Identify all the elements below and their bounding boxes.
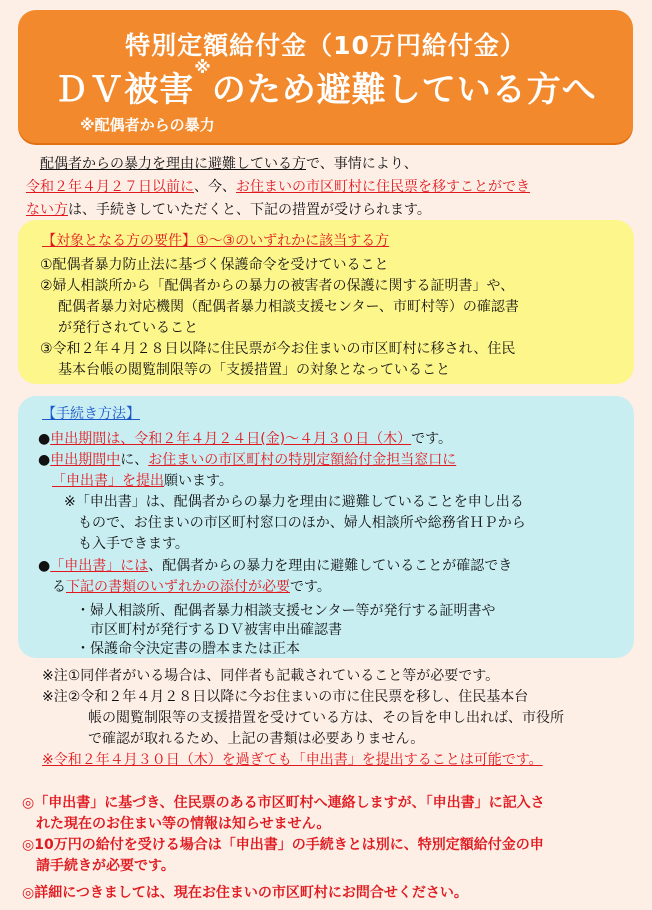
note-line: ※注②令和２年４月２８日以降に今お住まいの市に住民票を移し、住民基本台 — [42, 689, 529, 705]
document-item: ・保護命令決定書の謄本または正本 — [76, 641, 300, 657]
procedure-note: ※「申出書」は、配偶者からの暴力を理由に避難していることを申し出る — [64, 494, 524, 510]
header-banner — [18, 10, 633, 143]
intro-l3b: は、手続きしていただくと、下記の措置が受けられます。 — [68, 202, 431, 218]
intro-cannot: ない方 — [26, 202, 68, 218]
requirement-item: ②婦人相談所から「配偶者からの暴力の被害者の保護に関する証明書」や、 — [40, 278, 515, 294]
procedure-box — [18, 396, 634, 658]
document-item: 市区町村が発行するＤＶ被害申出確認書 — [90, 622, 342, 638]
procedure-note: も入手できます。 — [78, 536, 189, 552]
intro-l1b: で、事情により、 — [306, 156, 418, 172]
notice-line: ◎10万円の給付を受ける場合は「申出書」の手続きとは別に、特別定額給付金の申 — [22, 837, 544, 853]
bullet: ● — [38, 431, 51, 447]
requirement-item: 配偶者暴力対応機関（配偶者暴力相談支援センター、市町村等）の確認書 — [58, 299, 519, 315]
intro-line-2 — [26, 176, 640, 199]
notice-line: 請手続きが必要です。 — [36, 858, 175, 874]
procedure-note: もので、お住まいの市区町村窓口のほか、婦人相談所や総務省ＨＰから — [78, 515, 526, 531]
intro-cannot-move: お住まいの市区町村に住民票を移すことができ — [236, 179, 530, 195]
requirements-box — [18, 220, 634, 384]
bullet: ● — [38, 558, 51, 574]
requirements-title: 【対象となる方の要件】①～③のいずれかに該当する方 — [42, 233, 390, 249]
header-subtitle: 特別定額給付金（10万円給付金） — [125, 31, 526, 60]
submit-window: お住まいの市区町村の特別定額給付金担当窓口に — [148, 452, 457, 468]
header-note: ※配偶者からの暴力 — [80, 116, 215, 134]
procedure-submit-2 — [52, 471, 233, 492]
p3e: です。 — [290, 579, 331, 595]
procedure-attach — [38, 556, 512, 577]
intro-line-3 — [26, 199, 640, 222]
intro-l2b: 、今、 — [194, 179, 236, 195]
submit-form: 「申出書」を提出 — [52, 473, 164, 489]
form-includes: 「申出書」には — [50, 558, 149, 574]
notes-section — [42, 666, 564, 771]
notice-line: ◎「申出書」に基づき、住民票のある市区町村へ連絡しますが、「申出書」に記入さ — [22, 795, 545, 811]
bullet: ● — [38, 452, 51, 468]
during-period: 申出期間中 — [50, 452, 121, 468]
header-title — [18, 58, 633, 111]
note-line: ※注①同伴者がいる場合は、同伴者も記載されていること等が必要です。 — [42, 668, 500, 684]
p2e: 願います。 — [164, 473, 233, 489]
header-title-mark: ※ — [194, 58, 212, 78]
intro-date: 令和２年４月２７日以前に — [26, 179, 194, 195]
period-dates: 申出期間は、令和２年４月２４日(金)～４月３０日（木） — [50, 431, 412, 447]
attach-required: 下記の書類のいずれかの添付が必要 — [66, 579, 290, 595]
intro-text — [26, 153, 640, 222]
intro-reason: 配偶者からの暴力を理由に避難している方 — [40, 156, 306, 172]
note-line: で確認が取れるため、上記の書類は必要ありません。 — [88, 731, 425, 747]
p2b: に、 — [120, 452, 149, 468]
header-title-pre: ＤＶ被害 — [54, 70, 195, 110]
p3b: 、配偶者からの暴力を理由に避難していることが確認でき — [148, 558, 513, 574]
requirement-item: 基本台帳の閲覧制限等の「支援措置」の対象となっていること — [58, 362, 450, 378]
requirement-item: ③令和２年４月２８日以降に住民票が今お住まいの市区町村に移され、住民 — [40, 341, 516, 357]
procedure-title: 【手続き方法】 — [42, 406, 140, 422]
p3c: る — [52, 579, 66, 595]
header-title-post: のため避難している方へ — [211, 70, 597, 110]
notice-line: れた現在のお住まい等の情報は知らせません。 — [36, 816, 331, 832]
intro-line-1 — [40, 153, 640, 176]
procedure-attach-2 — [52, 577, 331, 598]
requirement-item: ①配偶者暴力防止法に基づく保護命令を受けていること — [40, 257, 389, 273]
procedure-period — [38, 429, 452, 450]
bottom-notices — [22, 793, 545, 904]
note-deadline: ※令和２年４月３０日（木）を過ぎても「申出書」を提出することは可能です。 — [42, 752, 543, 768]
procedure-submit — [38, 450, 456, 471]
notice-line: ◎詳細につきましては、現在お住まいの市区町村にお問合せください。 — [22, 885, 468, 901]
period-suffix: です。 — [411, 431, 453, 447]
requirement-item: が発行されていること — [58, 320, 198, 336]
document-item: ・婦人相談所、配偶者暴力相談支援センター等が発行する証明書や — [76, 603, 496, 619]
note-line: 帳の閲覧制限等の支援措置を受けている方は、その旨を申し出れば、市役所 — [88, 710, 564, 726]
